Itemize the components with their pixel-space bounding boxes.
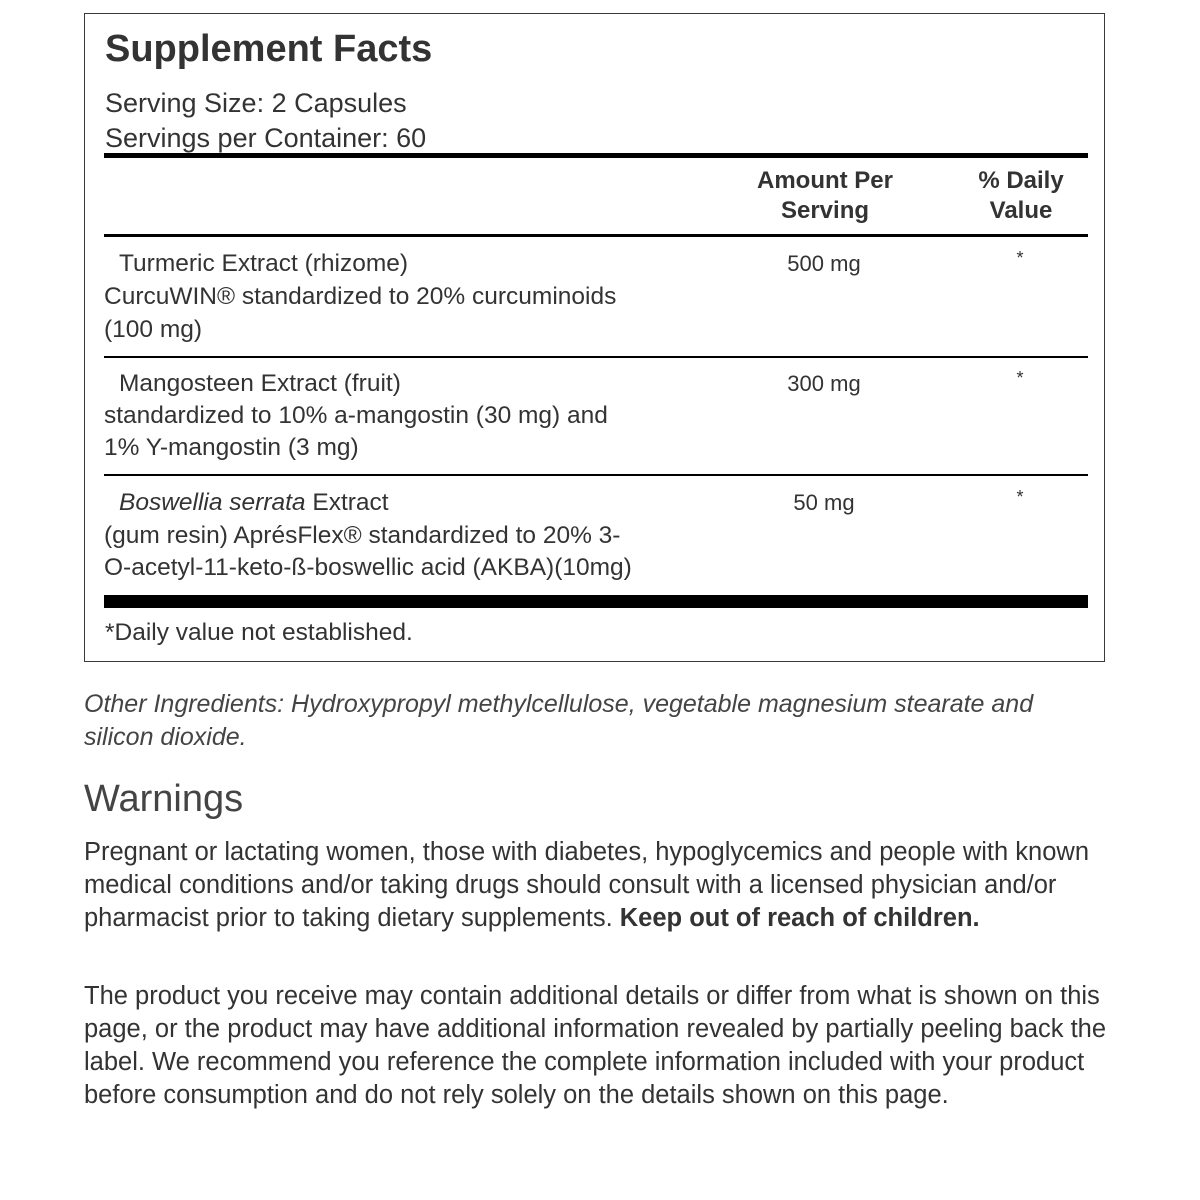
warnings-bold: Keep out of reach of children. (619, 904, 980, 932)
ingredient-daily-value: * (1016, 368, 1024, 388)
other-ingredients: Other Ingredients: Hydroxypropyl methylcellulose, vegetable magnesium stearate and silicon dioxide. (84, 690, 1034, 751)
table-row (104, 487, 1088, 595)
ingredient-botanical-name: Boswellia serrata (119, 489, 306, 516)
supplement-facts-panel (84, 13, 1105, 662)
column-header-amount (725, 166, 925, 226)
column-header-dv-line2: Value (989, 197, 1053, 224)
column-header-daily-value (951, 166, 1091, 226)
column-header-amount-line1: Amount Per (756, 167, 893, 194)
ingredient-detail: O-acetyl-11-keto-ß-boswellic acid (AKBA)(10mg) (104, 554, 632, 581)
daily-value-footnote: *Daily value not established. (105, 619, 413, 646)
ingredient-name (119, 487, 389, 519)
column-header-amount-line2: Serving (780, 197, 870, 224)
ingredient-amount: 300 mg (787, 371, 861, 396)
table-row (104, 368, 1088, 476)
disclaimer-text: The product you receive may contain additional details or differ from what is shown on this page, or the product may have additional information revealed by partially peeling back the label. We recommend you reference the complete information included with your product before consumption and do not rely solely on the details shown on this page. (84, 982, 1107, 1109)
ingredient-detail: CurcuWIN® standardized to 20% curcuminoids (104, 283, 617, 310)
warnings-heading: Warnings (84, 778, 244, 820)
serving-size: Serving Size: 2 Capsules (105, 88, 407, 118)
row-divider (104, 474, 1088, 476)
ingredient-detail: (100 mg) (104, 316, 203, 343)
column-header-dv-line1: % Daily (978, 167, 1064, 194)
table-row (104, 248, 1088, 356)
ingredient-name: Mangosteen Extract (fruit) (119, 370, 401, 397)
ingredient-name: Turmeric Extract (rhizome) (119, 250, 409, 277)
header-divider (104, 234, 1088, 237)
facts-title: Supplement Facts (105, 28, 433, 70)
ingredient-daily-value: * (1016, 248, 1024, 268)
ingredient-amount: 500 mg (787, 251, 861, 276)
row-divider (104, 356, 1088, 358)
ingredient-daily-value: * (1016, 487, 1024, 507)
warnings-text (84, 836, 1124, 935)
ingredient-detail: (gum resin) AprésFlex® standardized to 20% 3- (104, 522, 621, 549)
ingredient-detail: standardized to 10% a-mangostin (30 mg) and (104, 402, 608, 429)
servings-per-container: Servings per Container: 60 (105, 123, 427, 153)
ingredient-name-suffix: Extract (305, 489, 389, 516)
warnings-body: Pregnant or lactating women, those with diabetes, hypoglycemics and people with known medical conditions and/or taking drugs should consult with a licensed physician and/or pharmacist prior to taking dietary supplements. (84, 838, 1089, 932)
ingredient-amount: 50 mg (793, 490, 855, 515)
thick-divider-top (104, 153, 1088, 158)
ingredient-detail: 1% Y-mangostin (3 mg) (104, 434, 359, 461)
thick-divider-bottom (104, 595, 1088, 608)
